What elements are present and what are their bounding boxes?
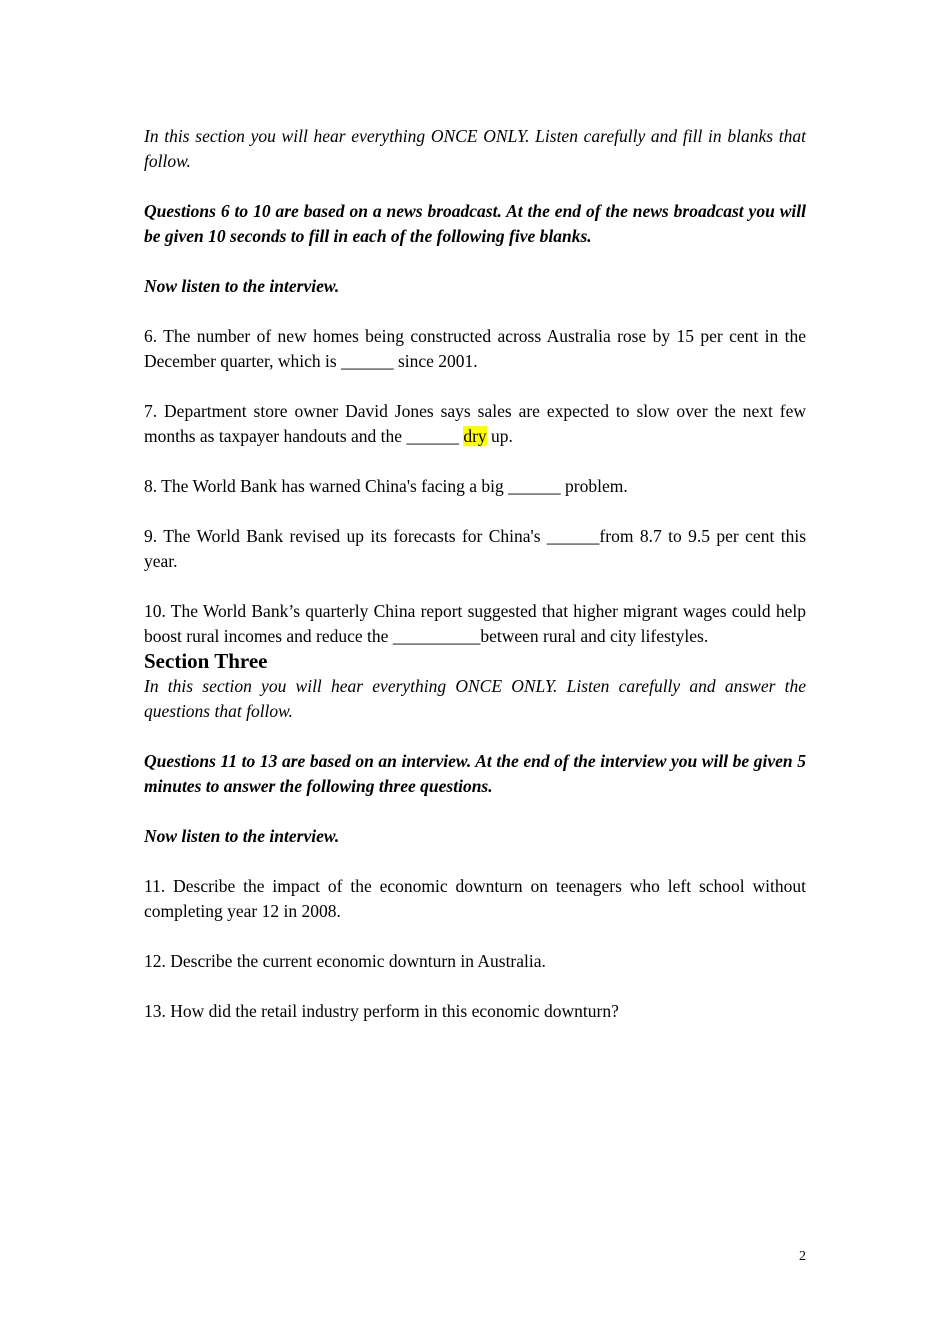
answer-blank: ______: [546, 526, 600, 546]
question-12: 12. Describe the current economic downturn in Australia.: [144, 951, 546, 971]
page-number: 2: [799, 1249, 806, 1264]
answer-blank: __________: [392, 626, 481, 646]
section-three-heading: Section Three: [144, 649, 268, 673]
document-page: [144, 124, 806, 1024]
section-two-instructions: Questions 6 to 10 are based on a news broadcast. At the end of the news broadcast you will be given 10 seconds to fill in each of the following five blanks.: [144, 201, 806, 246]
highlighted-word: dry: [463, 426, 487, 446]
section-two-listen-note: Now listen to the interview.: [144, 276, 340, 296]
question-7: 7. Department store owner David Jones says sales are expected to slow over the next few months as taxpayer handouts and the ______ dry up.: [144, 401, 806, 446]
question-11: 11. Describe the impact of the economic downturn on teenagers who left school without completing year 12 in 2008.: [144, 876, 806, 921]
question-6: 6. The number of new homes being constructed across Australia rose by 15 per cent in the December quarter, which is ______ since 2001.: [144, 326, 806, 371]
section-three-intro: In this section you will hear everything ONCE ONLY. Listen carefully and answer the questions that follow.: [144, 676, 806, 721]
question-10: 10. The World Bank’s quarterly China report suggested that higher migrant wages could help boost rural incomes and reduce the __________between rural and city lifestyles.: [144, 601, 806, 646]
answer-blank: ______: [341, 351, 394, 371]
question-8: 8. The World Bank has warned China's facing a big ______ problem.: [144, 476, 628, 496]
section-two-intro: In this section you will hear everything ONCE ONLY. Listen carefully and fill in blanks that follow.: [144, 126, 806, 171]
answer-blank: ______: [508, 476, 561, 496]
section-three-listen-note: Now listen to the interview.: [144, 826, 340, 846]
question-9: 9. The World Bank revised up its forecasts for China's ______from 8.7 to 9.5 per cent this year.: [144, 526, 807, 571]
section-three-instructions: Questions 11 to 13 are based on an interview. At the end of the interview you will be given 5 minutes to answer the following three questions.: [144, 751, 806, 796]
question-13: 13. How did the retail industry perform in this economic downturn?: [144, 1001, 619, 1021]
